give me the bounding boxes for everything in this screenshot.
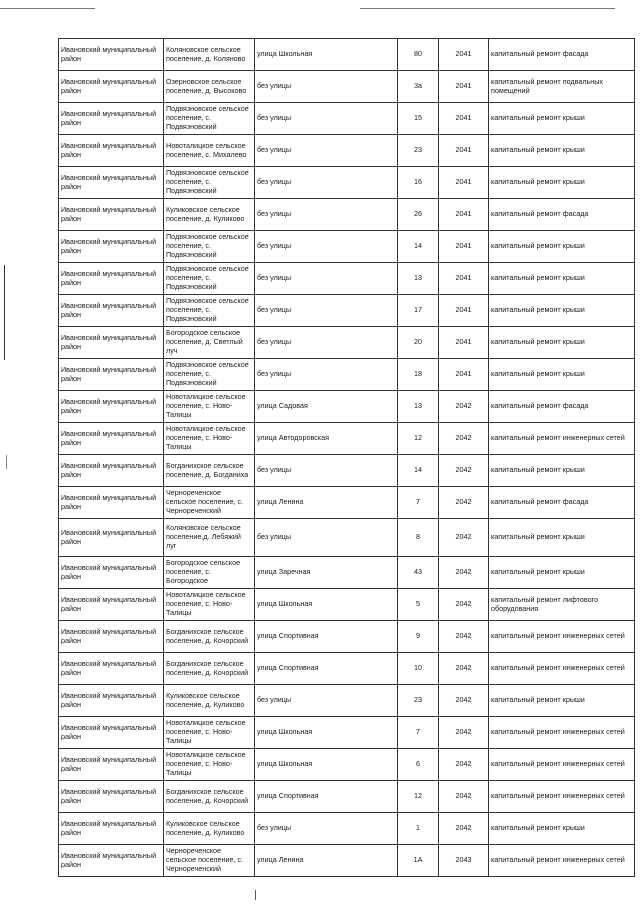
work-type-cell: капитальный ремонт крыши [489, 455, 635, 487]
settlement-cell: Богданихское сельское поселение, д. Кочорский [164, 621, 255, 653]
street-cell: без улицы [255, 359, 398, 391]
table-row [59, 781, 635, 813]
district-cell: Ивановский муниципальный район [59, 589, 164, 621]
house-number-cell: 16 [398, 167, 439, 199]
street-cell: улица Ленина [255, 487, 398, 519]
district-cell: Ивановский муниципальный район [59, 263, 164, 295]
scan-edge-mark-small [6, 455, 7, 469]
district-cell: Ивановский муниципальный район [59, 685, 164, 717]
house-number-cell: 7 [398, 487, 439, 519]
work-type-cell: капитальный ремонт фасада [489, 39, 635, 71]
settlement-cell: Подвязновское сельское поселение, с. Подвязновский [164, 167, 255, 199]
district-cell: Ивановский муниципальный район [59, 391, 164, 423]
house-number-cell: 8 [398, 519, 439, 557]
table-row [59, 621, 635, 653]
district-cell: Ивановский муниципальный район [59, 813, 164, 845]
house-number-cell: 5 [398, 589, 439, 621]
year-cell: 2041 [439, 199, 489, 231]
year-cell: 2042 [439, 423, 489, 455]
work-type-cell: капитальный ремонт крыши [489, 263, 635, 295]
work-type-cell: капитальный ремонт лифтового оборудования [489, 589, 635, 621]
year-cell: 2041 [439, 359, 489, 391]
settlement-cell: Подвязновское сельское поселение, с. Подвязновский [164, 263, 255, 295]
year-cell: 2042 [439, 749, 489, 781]
house-number-cell: 15 [398, 103, 439, 135]
table-row [59, 487, 635, 519]
district-cell: Ивановский муниципальный район [59, 653, 164, 685]
district-cell: Ивановский муниципальный район [59, 557, 164, 589]
year-cell: 2042 [439, 621, 489, 653]
house-number-cell: 23 [398, 685, 439, 717]
district-cell: Ивановский муниципальный район [59, 487, 164, 519]
table-row [59, 391, 635, 423]
table-row [59, 103, 635, 135]
table-row [59, 813, 635, 845]
year-cell: 2042 [439, 557, 489, 589]
settlement-cell: Коляновское сельское поселение,д. Лебяжий луг [164, 519, 255, 557]
district-cell: Ивановский муниципальный район [59, 749, 164, 781]
district-cell: Ивановский муниципальный район [59, 295, 164, 327]
year-cell: 2042 [439, 519, 489, 557]
year-cell: 2041 [439, 327, 489, 359]
district-cell: Ивановский муниципальный район [59, 199, 164, 231]
house-number-cell: 14 [398, 231, 439, 263]
house-number-cell: 18 [398, 359, 439, 391]
page-top-rule-right [360, 8, 615, 9]
year-cell: 2042 [439, 455, 489, 487]
scan-edge-mark [4, 265, 5, 360]
street-cell: улица Школьная [255, 589, 398, 621]
table-row [59, 167, 635, 199]
district-cell: Ивановский муниципальный район [59, 135, 164, 167]
table-row [59, 685, 635, 717]
street-cell: без улицы [255, 519, 398, 557]
street-cell: улица Спортивная [255, 621, 398, 653]
street-cell: без улицы [255, 103, 398, 135]
street-cell: улица Школьная [255, 717, 398, 749]
table-row [59, 359, 635, 391]
table-row [59, 263, 635, 295]
settlement-cell: Подвязновское сельское поселение, с. Подвязновский [164, 295, 255, 327]
page-top-rule-left [0, 8, 95, 9]
table-row [59, 71, 635, 103]
year-cell: 2041 [439, 295, 489, 327]
work-type-cell: капитальный ремонт инженерных сетей [489, 717, 635, 749]
settlement-cell: Подвязновское сельское поселение, с. Подвязновский [164, 103, 255, 135]
house-number-cell: 43 [398, 557, 439, 589]
year-cell: 2042 [439, 391, 489, 423]
scan-bottom-mark [255, 890, 256, 900]
street-cell: без улицы [255, 71, 398, 103]
work-type-cell: капитальный ремонт подвальных помещений [489, 71, 635, 103]
street-cell: без улицы [255, 327, 398, 359]
table-row [59, 231, 635, 263]
table-row [59, 455, 635, 487]
year-cell: 2042 [439, 717, 489, 749]
settlement-cell: Новоталицкое сельское поселение, с. Ново-Талицы [164, 749, 255, 781]
street-cell: без улицы [255, 199, 398, 231]
table-body [59, 39, 635, 877]
district-cell: Ивановский муниципальный район [59, 781, 164, 813]
year-cell: 2041 [439, 71, 489, 103]
district-cell: Ивановский муниципальный район [59, 519, 164, 557]
house-number-cell: 80 [398, 39, 439, 71]
work-type-cell: капитальный ремонт крыши [489, 327, 635, 359]
work-type-cell: капитальный ремонт крыши [489, 231, 635, 263]
work-type-cell: капитальный ремонт крыши [489, 103, 635, 135]
street-cell: улица Садовая [255, 391, 398, 423]
work-type-cell: капитальный ремонт инженерных сетей [489, 653, 635, 685]
street-cell: без улицы [255, 455, 398, 487]
settlement-cell: Новоталицкое сельское поселение, с. Ново-Талицы [164, 391, 255, 423]
house-number-cell: 7 [398, 717, 439, 749]
house-number-cell: 12 [398, 781, 439, 813]
work-type-cell: капитальный ремонт фасада [489, 487, 635, 519]
table-row [59, 589, 635, 621]
table-row [59, 749, 635, 781]
year-cell: 2042 [439, 487, 489, 519]
work-type-cell: капитальный ремонт крыши [489, 135, 635, 167]
district-cell: Ивановский муниципальный район [59, 717, 164, 749]
street-cell: улица Автодоровская [255, 423, 398, 455]
work-type-cell: капитальный ремонт крыши [489, 685, 635, 717]
house-number-cell: 26 [398, 199, 439, 231]
table-row [59, 327, 635, 359]
work-type-cell: капитальный ремонт крыши [489, 295, 635, 327]
street-cell: без улицы [255, 167, 398, 199]
house-number-cell: 3а [398, 71, 439, 103]
settlement-cell: Богданихское сельское поселение, д. Богданиха [164, 455, 255, 487]
settlement-cell: Новоталицкое сельское поселение, с. Ново-Талицы [164, 717, 255, 749]
district-cell: Ивановский муниципальный район [59, 423, 164, 455]
street-cell: без улицы [255, 685, 398, 717]
street-cell: без улицы [255, 135, 398, 167]
district-cell: Ивановский муниципальный район [59, 455, 164, 487]
settlement-cell: Подвязновское сельское поселение, с. Подвязновский [164, 231, 255, 263]
settlement-cell: Коляновское сельское поселение, д. Коляново [164, 39, 255, 71]
work-type-cell: капитальный ремонт крыши [489, 557, 635, 589]
settlement-cell: Куликовское сельское поселение, д. Куликово [164, 685, 255, 717]
settlement-cell: Богданихское сельское поселение, д. Кочорский [164, 653, 255, 685]
year-cell: 2041 [439, 135, 489, 167]
work-type-cell: капитальный ремонт инженерных сетей [489, 423, 635, 455]
street-cell: улица Школьная [255, 39, 398, 71]
settlement-cell: Богородское сельское поселение, с. Богородское [164, 557, 255, 589]
table-row [59, 653, 635, 685]
district-cell: Ивановский муниципальный район [59, 167, 164, 199]
work-type-cell: капитальный ремонт инженерных сетей [489, 781, 635, 813]
year-cell: 2042 [439, 685, 489, 717]
district-cell: Ивановский муниципальный район [59, 103, 164, 135]
table-row [59, 295, 635, 327]
district-cell: Ивановский муниципальный район [59, 621, 164, 653]
street-cell: улица Школьная [255, 749, 398, 781]
table-row [59, 135, 635, 167]
work-type-cell: капитальный ремонт инженерных сетей [489, 749, 635, 781]
settlement-cell: Новоталицкое сельское поселение, с. Михалево [164, 135, 255, 167]
settlement-cell: Озерновское сельское поселение, д. Высоково [164, 71, 255, 103]
year-cell: 2041 [439, 263, 489, 295]
work-type-cell: капитальный ремонт крыши [489, 813, 635, 845]
settlement-cell: Куликовское сельское поселение, д. Куликово [164, 199, 255, 231]
district-cell: Ивановский муниципальный район [59, 327, 164, 359]
year-cell: 2042 [439, 781, 489, 813]
street-cell: улица Спортивная [255, 781, 398, 813]
work-type-cell: капитальный ремонт крыши [489, 359, 635, 391]
house-number-cell: 6 [398, 749, 439, 781]
table-row [59, 423, 635, 455]
district-cell: Ивановский муниципальный район [59, 39, 164, 71]
house-number-cell: 14 [398, 455, 439, 487]
settlement-cell: Новоталицкое сельское поселение, с. Ново-Талицы [164, 423, 255, 455]
district-cell: Ивановский муниципальный район [59, 845, 164, 877]
house-number-cell: 12 [398, 423, 439, 455]
year-cell: 2041 [439, 39, 489, 71]
table-row [59, 39, 635, 71]
work-type-cell: капитальный ремонт фасада [489, 199, 635, 231]
repair-program-table [58, 38, 635, 877]
street-cell: без улицы [255, 295, 398, 327]
table-row [59, 519, 635, 557]
year-cell: 2042 [439, 653, 489, 685]
street-cell: улица Заречная [255, 557, 398, 589]
year-cell: 2041 [439, 231, 489, 263]
year-cell: 2041 [439, 167, 489, 199]
street-cell: улица Ленина [255, 845, 398, 877]
settlement-cell: Новоталицкое сельское поселение, с. Ново-Талицы [164, 589, 255, 621]
settlement-cell: Подвязновское сельское поселение, с. Подвязновский [164, 359, 255, 391]
house-number-cell: 17 [398, 295, 439, 327]
year-cell: 2042 [439, 589, 489, 621]
table-row [59, 717, 635, 749]
work-type-cell: капитальный ремонт инженерных сетей [489, 621, 635, 653]
district-cell: Ивановский муниципальный район [59, 71, 164, 103]
year-cell: 2042 [439, 813, 489, 845]
work-type-cell: капитальный ремонт крыши [489, 167, 635, 199]
district-cell: Ивановский муниципальный район [59, 231, 164, 263]
work-type-cell: капитальный ремонт фасада [489, 391, 635, 423]
house-number-cell: 1А [398, 845, 439, 877]
house-number-cell: 10 [398, 653, 439, 685]
district-cell: Ивановский муниципальный район [59, 359, 164, 391]
house-number-cell: 1 [398, 813, 439, 845]
settlement-cell: Куликовское сельское поселение, д. Куликово [164, 813, 255, 845]
street-cell: без улицы [255, 263, 398, 295]
table-row [59, 557, 635, 589]
house-number-cell: 20 [398, 327, 439, 359]
year-cell: 2043 [439, 845, 489, 877]
house-number-cell: 13 [398, 391, 439, 423]
house-number-cell: 9 [398, 621, 439, 653]
settlement-cell: Богданихское сельское поселение, д. Кочорский [164, 781, 255, 813]
settlement-cell: Чернореченское сельское поселение, с. Чернореченский [164, 487, 255, 519]
street-cell: улица Спортивная [255, 653, 398, 685]
work-type-cell: капитальный ремонт крыши [489, 519, 635, 557]
table-row [59, 199, 635, 231]
table-row [59, 845, 635, 877]
work-type-cell: капитальный ремонт инженерных сетей [489, 845, 635, 877]
house-number-cell: 13 [398, 263, 439, 295]
house-number-cell: 23 [398, 135, 439, 167]
street-cell: без улицы [255, 813, 398, 845]
year-cell: 2041 [439, 103, 489, 135]
settlement-cell: Чернореченское сельское поселение, с. Чернореченский [164, 845, 255, 877]
street-cell: без улицы [255, 231, 398, 263]
settlement-cell: Богородское сельское поселение, д. Светлый луч [164, 327, 255, 359]
